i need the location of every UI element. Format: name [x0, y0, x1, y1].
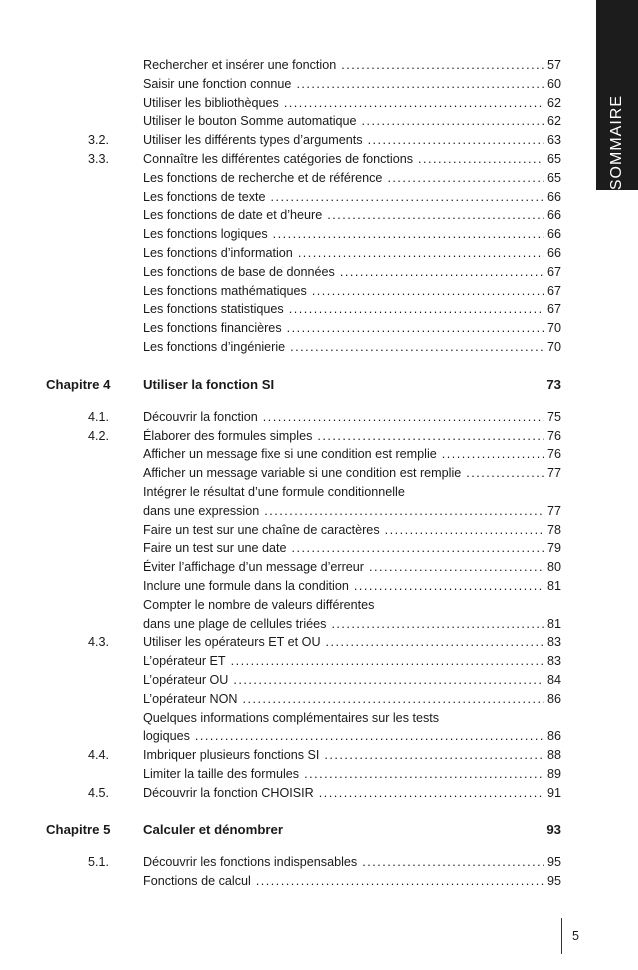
toc-entry[interactable] [0, 577, 638, 596]
dot-leader [362, 112, 544, 131]
dot-leader [369, 558, 544, 577]
entry-page: 67 [546, 283, 561, 298]
entry-page: 76 [546, 428, 561, 443]
entry-title: Faire un test sur une chaîne de caractères [143, 522, 380, 537]
chapter-number: Chapitre 5 [46, 822, 111, 838]
toc-entry[interactable] [0, 188, 638, 207]
toc-entry[interactable] [0, 615, 638, 634]
entry-page: 77 [546, 503, 561, 518]
entry-page: 76 [546, 447, 561, 462]
dot-leader [298, 244, 544, 263]
entry-page: 62 [546, 95, 561, 110]
dot-leader [263, 408, 544, 427]
toc-entry[interactable] [0, 709, 638, 728]
entry-title: L’opérateur OU [143, 672, 229, 687]
entry-title: Afficher un message fixe si une condition est remplie [143, 447, 437, 462]
entry-title: Utiliser le bouton Somme automatique [143, 114, 357, 129]
dot-leader [284, 94, 544, 113]
entry-page: 70 [546, 321, 561, 336]
entry-page: 67 [546, 302, 561, 317]
entry-title: L’opérateur ET [143, 654, 226, 669]
dot-leader [195, 727, 544, 746]
entry-page: 65 [546, 151, 561, 166]
toc-entry[interactable] [0, 338, 638, 357]
dot-leader [385, 521, 544, 540]
entry-page: 78 [546, 522, 561, 537]
entry-page: 60 [546, 76, 561, 91]
entry-title: Les fonctions statistiques [143, 302, 284, 317]
entry-title: Afficher un message variable si une condition est remplie [143, 466, 462, 481]
toc-entry[interactable] [0, 596, 638, 615]
entry-page: 86 [546, 729, 561, 744]
toc-entry[interactable] [0, 206, 638, 225]
dot-leader [292, 539, 544, 558]
section-tab-label: SOMMAIRE [608, 94, 625, 190]
entry-title: Découvrir les fonctions indispensables [143, 855, 358, 870]
chapter-page: 73 [546, 376, 561, 392]
entry-title: Les fonctions d’ingénierie [143, 339, 286, 354]
dot-leader [271, 188, 544, 207]
entry-page: 84 [546, 672, 561, 687]
page-number: 5 [572, 929, 580, 943]
entry-title: Les fonctions de texte [143, 189, 266, 204]
entry-page: 57 [546, 58, 561, 72]
chapter-title: Calculer et dénombrer [143, 822, 283, 838]
entry-title: Intégrer le résultat d’une formule conditionnelle [143, 484, 405, 499]
toc-entry[interactable] [0, 282, 638, 301]
dot-leader [287, 319, 544, 338]
toc-entry[interactable] [0, 75, 638, 94]
entry-page: 62 [546, 114, 561, 129]
entry-title: Utiliser les différents types d’arguments [143, 133, 363, 148]
section-number: 4.3. [88, 635, 110, 650]
entry-title: Limiter la taille des formules [143, 766, 300, 781]
entry-page: 65 [546, 170, 561, 185]
toc-entry[interactable] [0, 263, 638, 282]
toc-entry[interactable] [0, 427, 638, 446]
toc-entry[interactable] [0, 225, 638, 244]
dot-leader [233, 671, 544, 690]
section-number: 4.1. [88, 409, 110, 424]
dot-leader [319, 784, 544, 803]
dot-leader [324, 746, 544, 765]
entry-title: Fonctions de calcul [143, 874, 251, 889]
entry-title: Connaître les différentes catégories de fonctions [143, 151, 413, 166]
entry-page: 80 [546, 560, 561, 575]
toc-entry[interactable] [0, 319, 638, 338]
entry-title: Les fonctions de recherche et de référence [143, 170, 383, 185]
dot-leader [296, 75, 544, 94]
dot-leader [362, 853, 544, 872]
toc-entry[interactable] [0, 408, 638, 427]
toc-entry[interactable] [0, 112, 638, 131]
toc-entry[interactable] [0, 483, 638, 502]
entry-page: 70 [546, 339, 561, 354]
entry-title: dans une plage de cellules triées [143, 616, 327, 631]
entry-page: 81 [546, 578, 561, 593]
entry-page: 95 [546, 855, 561, 870]
section-number: 3.2. [88, 133, 110, 148]
entry-page: 77 [546, 466, 561, 481]
toc-entry[interactable] [0, 502, 638, 521]
toc-entry[interactable] [0, 244, 638, 263]
entry-title: Saisir une fonction connue [143, 76, 292, 91]
section-number: 3.3. [88, 151, 110, 166]
entry-title: Les fonctions logiques [143, 227, 268, 242]
section-number: 4.5. [88, 785, 110, 800]
toc-entry[interactable] [0, 539, 638, 558]
dot-leader [442, 445, 544, 464]
dot-leader [243, 690, 544, 709]
entry-page: 88 [546, 748, 561, 763]
entry-title: Élaborer des formules simples [143, 428, 313, 443]
toc-entry[interactable] [0, 633, 638, 652]
dot-leader [340, 263, 544, 282]
section-number: 5.1. [88, 855, 110, 870]
entry-page: 75 [546, 409, 561, 424]
entry-page: 67 [546, 264, 561, 279]
entry-title: Les fonctions mathématiques [143, 283, 307, 298]
toc-entry[interactable] [0, 784, 638, 803]
toc-entry[interactable] [0, 671, 638, 690]
toc-entry[interactable] [0, 445, 638, 464]
section-number: 4.4. [88, 748, 110, 763]
entry-title: Utiliser les bibliothèques [143, 95, 279, 110]
dot-leader [368, 131, 544, 150]
entry-title: dans une expression [143, 503, 260, 518]
entry-page: 63 [546, 133, 561, 148]
dot-leader [290, 338, 544, 357]
toc-entry[interactable] [0, 521, 638, 540]
toc-entry[interactable] [0, 56, 638, 75]
entry-title: Découvrir la fonction [143, 409, 258, 424]
entry-title: Quelques informations complémentaires sur les tests [143, 710, 440, 725]
chapter-page: 93 [546, 822, 561, 838]
entry-page: 81 [546, 616, 561, 631]
dot-leader [317, 427, 544, 446]
dot-leader [331, 615, 544, 634]
entry-title: Éviter l’affichage d’un message d’erreur [143, 560, 364, 575]
entry-title: Les fonctions de date et d’heure [143, 208, 323, 223]
entry-page: 66 [546, 208, 561, 223]
dot-leader [341, 56, 544, 75]
entry-title: Découvrir la fonction CHOISIR [143, 785, 314, 800]
table-of-contents [0, 56, 638, 891]
dot-leader [231, 652, 544, 671]
toc-entry[interactable] [0, 853, 638, 872]
entry-title: Inclure une formule dans la condition [143, 578, 349, 593]
entry-title: Les fonctions d’information [143, 245, 293, 260]
toc-entry[interactable] [0, 872, 638, 891]
dot-leader [312, 282, 544, 301]
toc-entry[interactable] [0, 300, 638, 319]
entry-title: Rechercher et insérer une fonction [143, 58, 337, 72]
entry-title: Les fonctions financières [143, 321, 282, 336]
dot-leader [387, 169, 544, 188]
entry-page: 83 [546, 654, 561, 669]
chapter-title: Utiliser la fonction SI [143, 376, 275, 392]
entry-page: 95 [546, 874, 561, 889]
toc-entry[interactable] [0, 464, 638, 483]
chapter-heading[interactable] [0, 375, 638, 395]
toc-entry[interactable] [0, 690, 638, 709]
entry-page: 66 [546, 189, 561, 204]
dot-leader [326, 633, 544, 652]
chapter-number: Chapitre 4 [46, 376, 111, 392]
dot-leader [264, 502, 544, 521]
toc-entry[interactable] [0, 150, 638, 169]
toc-entry[interactable] [0, 94, 638, 113]
entry-page: 79 [546, 541, 561, 556]
entry-title: Les fonctions de base de données [143, 264, 335, 279]
toc-entry[interactable] [0, 727, 638, 746]
entry-title: L’opérateur NON [143, 691, 238, 706]
entry-page: 66 [546, 227, 561, 242]
dot-leader [354, 577, 544, 596]
toc-entry[interactable] [0, 746, 638, 765]
entry-title: Compter le nombre de valeurs différentes [143, 597, 375, 612]
dot-leader [466, 464, 544, 483]
dot-leader [273, 225, 544, 244]
toc-entry[interactable] [0, 131, 638, 150]
entry-page: 89 [546, 766, 561, 781]
toc-entry[interactable] [0, 558, 638, 577]
dot-leader [256, 872, 544, 891]
entry-page: 83 [546, 635, 561, 650]
dot-leader [289, 300, 544, 319]
dot-leader [304, 765, 544, 784]
entry-page: 91 [546, 785, 561, 800]
dot-leader [418, 150, 544, 169]
chapter-heading[interactable] [0, 820, 638, 840]
entry-title: Faire un test sur une date [143, 541, 287, 556]
entry-title: Utiliser les opérateurs ET et OU [143, 635, 321, 650]
toc-entry[interactable] [0, 652, 638, 671]
dot-leader [327, 206, 544, 225]
entry-page: 86 [546, 691, 561, 706]
toc-entry[interactable] [0, 169, 638, 188]
toc-entry[interactable] [0, 765, 638, 784]
entry-title: logiques [143, 729, 190, 744]
entry-page: 66 [546, 245, 561, 260]
section-number: 4.2. [88, 428, 110, 443]
footer-divider [561, 918, 562, 954]
entry-title: Imbriquer plusieurs fonctions SI [143, 748, 320, 763]
